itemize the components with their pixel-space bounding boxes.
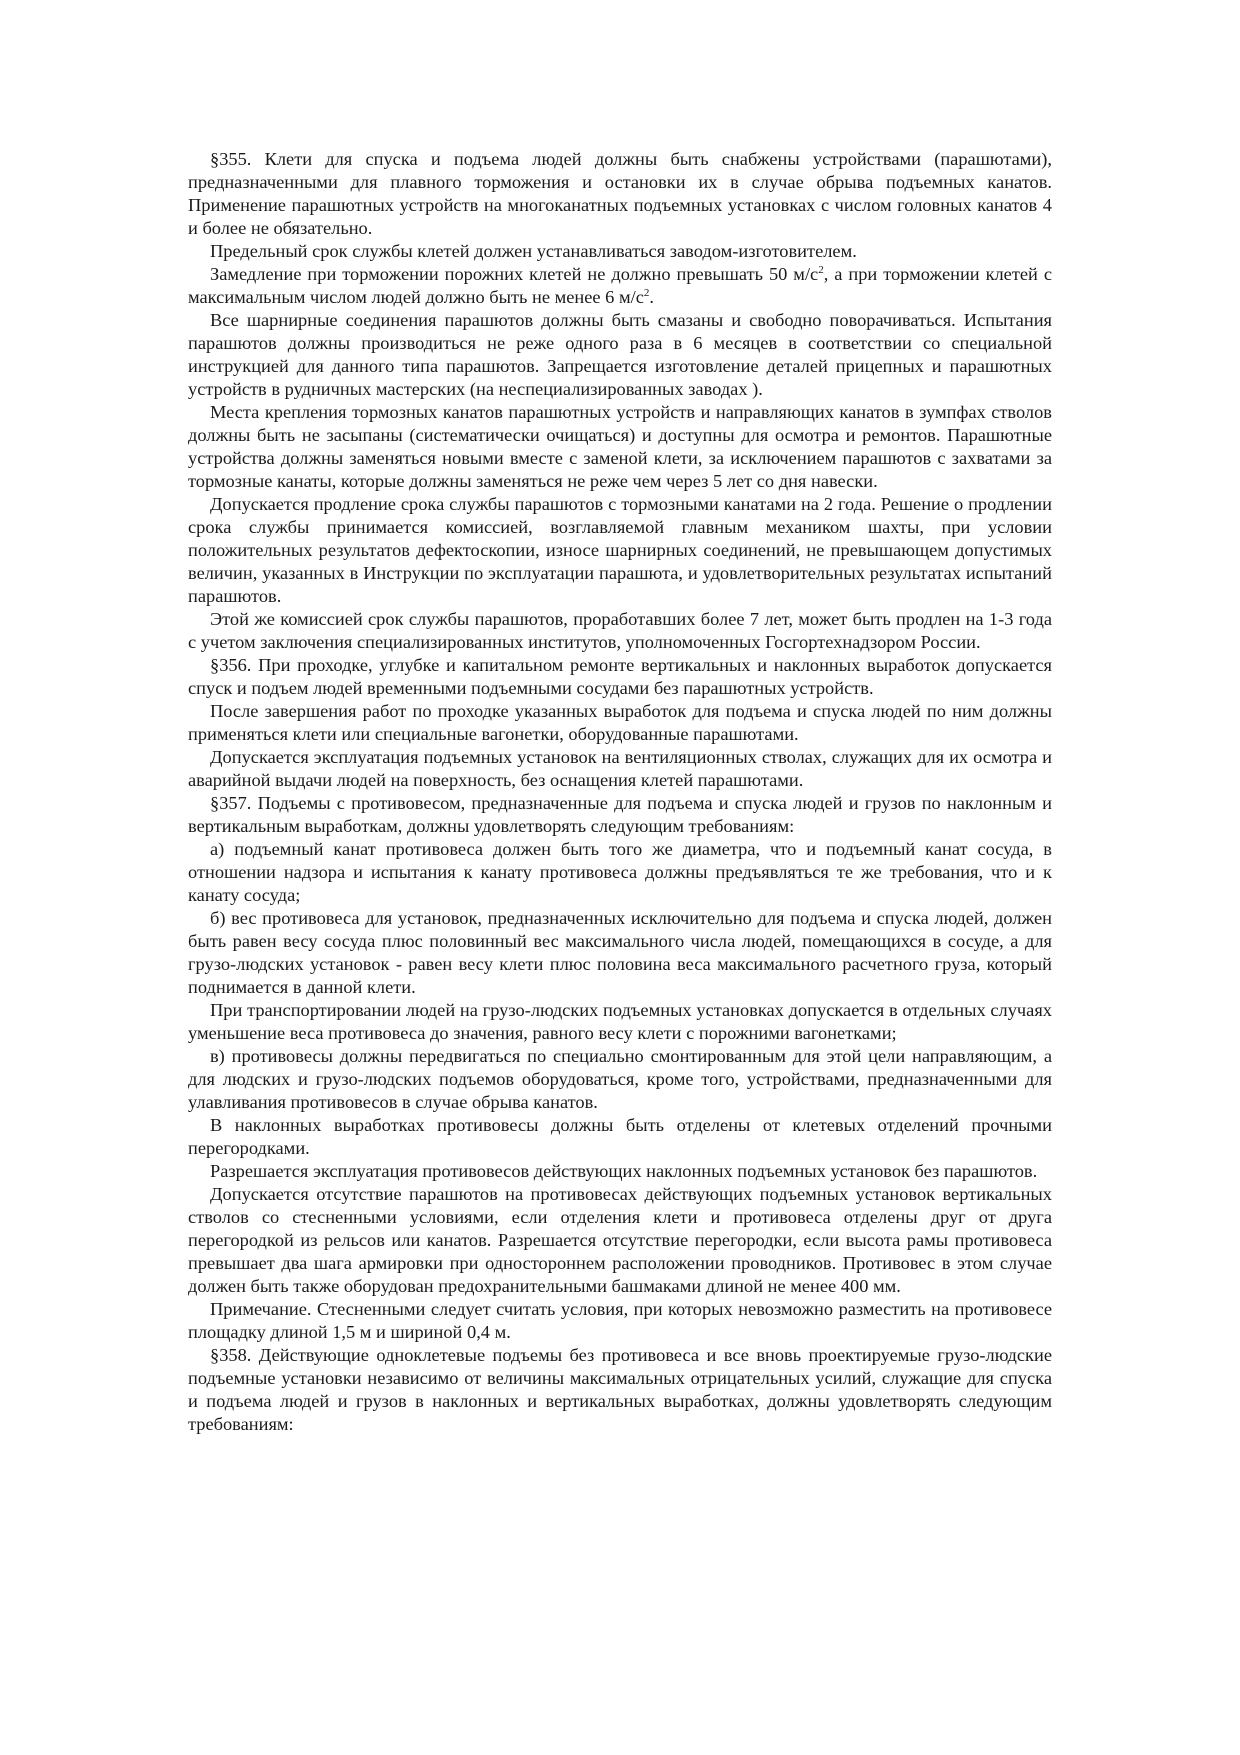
paragraph-357: §357. Подъемы с противовесом, предназначенные для подъема и спуска людей и грузов по наклонным и вертикальным выработкам, должны удовлетворять следующим требованиям: bbox=[188, 793, 1052, 836]
paragraph-hinge-joints: Все шарнирные соединения парашютов должны быть смазаны и свободно поворачиваться. Испытания парашютов должны производиться не реже одного раза в 6 месяцев в соответствии со специальной инструкцией для данного типа парашютов. Запрещается изготовление деталей прицепных и парашютных устройств в рудничных мастерских (на неспециализированных заводах ). bbox=[188, 310, 1052, 399]
paragraph-357-c: в) противовесы должны передвигаться по специально смонтированным для этой цели направляющим, а для людских и грузо-людских подъемов оборудоваться, кроме того, устройствами, предназначенными для улавливания противовесов в случае обрыва канатов. bbox=[188, 1046, 1052, 1112]
paragraph-355: §355. Клети для спуска и подъема людей должны быть снабжены устройствами (парашютами), предназначенными для плавного торможения и остановки их в случае обрыва подъемных канатов. Применение парашютных устройств на многоканатных подъемных установках с числом головных канатов 4 и более не обязательно. bbox=[188, 149, 1052, 238]
document-page bbox=[188, 148, 1052, 1436]
paragraph-358: §358. Действующие одноклетевые подъемы без противовеса и все вновь проектируемые грузо-людские подъемные установки независимо от величины максимальных отрицательных усилий, служащие для спуска и подъема людей и грузов в наклонных и вертикальных выработках, должны удовлетворять следующим требованиям: bbox=[188, 1345, 1052, 1434]
paragraph-ventilation-shafts: Допускается эксплуатация подъемных установок на вентиляционных стволах, служащих для их осмотра и аварийной выдачи людей на поверхность, без оснащения клетей парашютами. bbox=[188, 747, 1052, 790]
deceleration-text-c: . bbox=[649, 287, 654, 307]
paragraph-note: Примечание. Стесненными следует считать условия, при которых невозможно разместить на противовесе площадку длиной 1,5 м и шириной 0,4 м. bbox=[188, 1299, 1052, 1342]
paragraph-357-a: а) подъемный канат противовеса должен быть того же диаметра, что и подъемный канат сосуда, в отношении надзора и испытания к канату противовеса должны предъявляться те же требования, что и к канату сосуда; bbox=[188, 839, 1052, 905]
deceleration-text-b: , а при торможении клетей с максимальным числом людей должно быть не менее 6 м/с bbox=[188, 264, 1052, 307]
paragraph-transport-people: При транспортировании людей на грузо-людских подъемных установках допускается в отдельных случаях уменьшение веса противовеса до значения, равного весу клети с порожними вагонетками; bbox=[188, 1000, 1052, 1043]
deceleration-text-a: Замедление при торможении порожних клетей не должно превышать 50 м/с bbox=[210, 264, 819, 284]
paragraph-extension: Допускается продление срока службы парашютов с тормозными канатами на 2 года. Решение о продлении срока службы принимается комиссией, возглавляемой главным механиком шахты, при условии положительных результатов дефектоскопии, износе шарнирных соединений, не превышающем допустимых величин, указанных в Инструкции по эксплуатации парашюта, и удовлетворительных результатах испытаний парашютов. bbox=[188, 494, 1052, 606]
paragraph-commission: Этой же комиссией срок службы парашютов, проработавших более 7 лет, может быть продлен на 1-3 года с учетом заключения специализированных институтов, уполномоченных Госгортехнадзором России. bbox=[188, 609, 1052, 652]
paragraph-deceleration bbox=[188, 263, 1052, 309]
superscript-squared: 2 bbox=[643, 286, 650, 299]
paragraph-brake-ropes: Места крепления тормозных канатов парашютных устройств и направляющих канатов в зумпфах стволов должны быть не засыпаны (систематически очищаться) и доступны для осмотра и ремонтов. Парашютные устройства должны заменяться новыми вместе с заменой клети, за исключением парашютов с захватами за тормозные канаты, которые должны заменяться не реже чем через 5 лет со дня навески. bbox=[188, 402, 1052, 491]
superscript-squared: 2 bbox=[818, 263, 824, 276]
paragraph-after-works: После завершения работ по проходке указанных выработок для подъема и спуска людей по ним должны применяться клети или специальные вагонетки, оборудованные парашютами. bbox=[188, 701, 1052, 744]
paragraph-service-life: Предельный срок службы клетей должен устанавливаться заводом-изготовителем. bbox=[210, 241, 857, 261]
paragraph-356: §356. При проходке, углубке и капитальном ремонте вертикальных и наклонных выработок допускается спуск и подъем людей временными подъемными сосудами без парашютных устройств. bbox=[188, 655, 1052, 698]
paragraph-confined-conditions: Допускается отсутствие парашютов на противовесах действующих подъемных установок вертикальных стволов со стесненными условиями, если отделения клети и противовеса отделены друг от друга перегородкой из рельсов или канатов. Разрешается отсутствие перегородки, если высота рамы противовеса превышает два шага армировки при одностороннем расположении проводников. Противовес в этом случае должен быть также оборудован предохранительными башмаками длиной не менее 400 мм. bbox=[188, 1184, 1052, 1296]
paragraph-357-b: б) вес противовеса для установок, предназначенных исключительно для подъема и спуска людей, должен быть равен весу сосуда плюс половинный вес максимального числа людей, помещающихся в сосуде, а для грузо-людских установок - равен весу клети плюс половина веса максимального расчетного груза, который поднимается в данной клети. bbox=[188, 908, 1052, 997]
paragraph-no-parachutes: Разрешается эксплуатация противовесов действующих наклонных подъемных установок без парашютов. bbox=[210, 1161, 1038, 1181]
paragraph-inclined-partitions: В наклонных выработках противовесы должны быть отделены от клетевых отделений прочными перегородками. bbox=[188, 1115, 1052, 1158]
